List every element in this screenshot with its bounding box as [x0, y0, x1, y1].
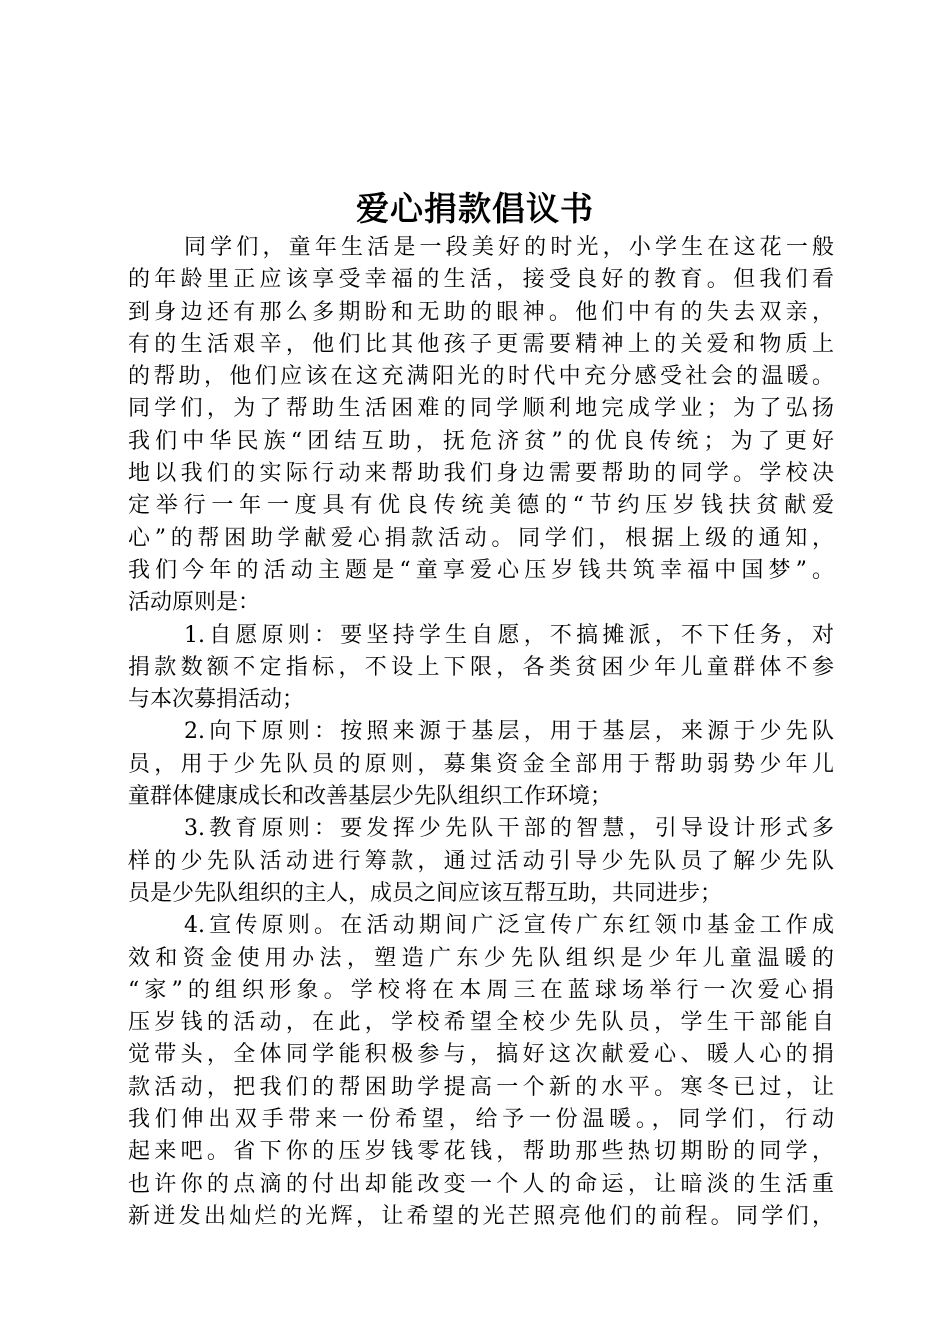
text-line: 的帮助，他们应该在这充满阳光的时代中充分感受社会的温暖。 — [128, 364, 834, 390]
text-line: 觉带头，全体同学能积极参与，搞好这次献爱心、暖人心的捐 — [128, 1042, 834, 1068]
text-line: 到身边还有那么多期盼和无助的眼神。他们中有的失去双亲， — [128, 299, 834, 325]
text-line: 我们中华民族“团结互助，抚危济贫”的优良传统；为了更好 — [128, 428, 834, 454]
text-line: 活动原则是： — [128, 590, 261, 616]
text-line: 捐款数额不定指标，不设上下限，各类贫困少年儿童群体不参 — [128, 654, 834, 680]
text-line: 我们今年的活动主题是“童享爱心压岁钱共筑幸福中国梦”。 — [128, 557, 834, 583]
text-line: 心”的帮困助学献爱心捐款活动。同学们，根据上级的通知， — [128, 525, 834, 551]
document-title: 爱心捐款倡议书 — [356, 189, 594, 228]
text-line: 同学们，童年生活是一段美好的时光，小学生在这花一般 — [184, 235, 834, 260]
text-line: 童群体健康成长和改善基层少先队组织工作环境； — [128, 784, 613, 810]
text-line: 员是少先队组织的主人，成员之间应该互帮互助，共同进步； — [128, 880, 723, 906]
text-line: 样的少先队活动进行筹款，通过活动引导少先队员了解少先队 — [128, 848, 834, 874]
text-line: 员，用于少先队员的原则，募集资金全部用于帮助弱势少年儿 — [128, 751, 834, 777]
text-line: 4.宣传原则。在活动期间广泛宣传广东红领巾基金工作成 — [184, 913, 834, 939]
text-line: “家”的组织形象。学校将在本周三在蓝球场举行一次爱心捐 — [128, 977, 834, 1003]
text-line: 起来吧。省下你的压岁钱零花钱，帮助那些热切期盼的同学， — [128, 1139, 834, 1165]
text-line: 我们伸出双手带来一份希望，给予一份温暖。，同学们，行动 — [128, 1107, 834, 1133]
text-line: 1.自愿原则：要坚持学生自愿，不搞摊派，不下任务，对 — [184, 622, 834, 648]
text-line: 定举行一年一度具有优良传统美德的“节约压岁钱扶贫献爱 — [128, 493, 834, 519]
text-line: 效和资金使用办法，塑造广东少先队组织是少年儿童温暖的 — [128, 945, 834, 971]
text-line: 同学们，为了帮助生活困难的同学顺利地完成学业；为了弘扬 — [128, 396, 834, 422]
text-line: 也许你的点滴的付出却能改变一个人的命运，让暗淡的生活重 — [128, 1171, 834, 1197]
text-line: 压岁钱的活动，在此，学校希望全校少先队员，学生干部能自 — [128, 1010, 834, 1036]
text-line: 款活动，把我们的帮困助学提高一个新的水平。寒冬已过，让 — [128, 1074, 834, 1100]
text-line: 地以我们的实际行动来帮助我们身边需要帮助的同学。学校决 — [128, 461, 834, 487]
text-line: 有的生活艰辛，他们比其他孩子更需要精神上的关爱和物质上 — [128, 331, 834, 357]
text-line: 的年龄里正应该享受幸福的生活，接受良好的教育。但我们看 — [128, 267, 834, 293]
text-line: 新迸发出灿烂的光辉，让希望的光芒照亮他们的前程。同学们， — [128, 1203, 834, 1229]
document-body — [128, 232, 834, 1233]
text-line: 2.向下原则：按照来源于基层，用于基层，来源于少先队 — [184, 719, 834, 745]
text-line: 与本次募捐活动； — [128, 687, 305, 713]
text-line: 3.教育原则：要发挥少先队干部的智慧，引导设计形式多 — [184, 816, 834, 842]
